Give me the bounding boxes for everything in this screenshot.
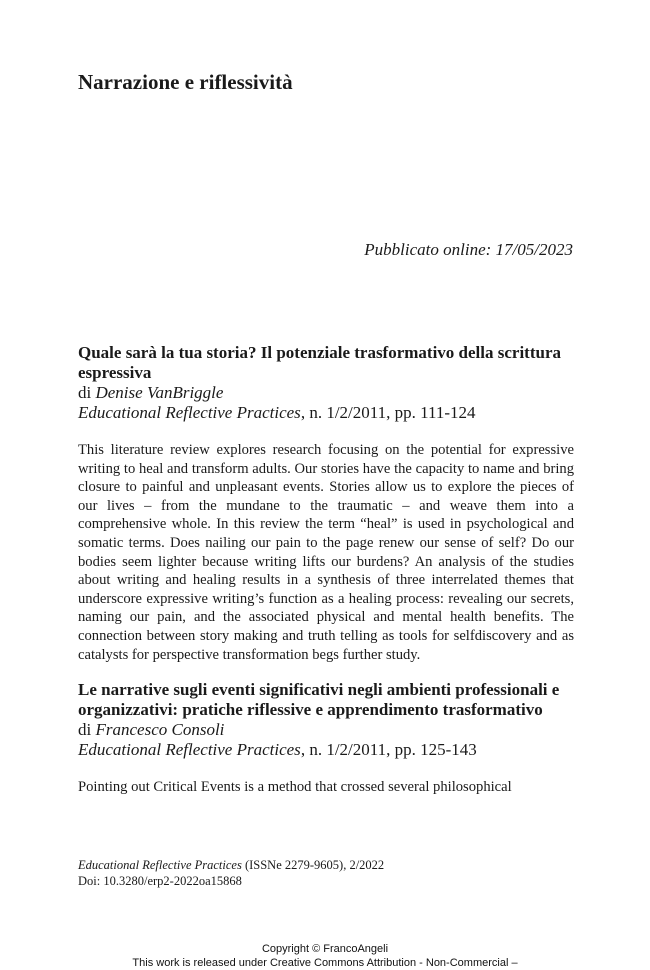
article-title: Le narrative sugli eventi significativi negli ambienti professionali e organizzativi: pratiche riflessive e apprendimento trasformativo: [78, 680, 560, 720]
article-citation: [78, 740, 574, 760]
article-byline: [78, 383, 574, 403]
journal-name: Educational Reflective Practices: [78, 403, 301, 422]
citation-details: , n. 1/2/2011, pp. 111-124: [300, 403, 476, 422]
byline-prefix: di: [78, 383, 96, 402]
citation-details: , n. 1/2/2011, pp. 125-143: [300, 740, 477, 760]
byline-prefix: di: [78, 720, 96, 740]
article-byline: [78, 720, 574, 740]
footer-issn-line: [78, 857, 384, 873]
article-entry: [78, 680, 574, 797]
article-abstract: This literature review explores research focusing on the potential for expressive writing to heal and transform adults. Our stories have the capacity to name and bring closure to painful and unpleasant events. Stories allow us to explore the pieces of our lives – from the mundane to the traumatic – and weave them into a comprehensive whole. In this review the term “heal” is used in psychological and somatic terms. Does nailing our pain to the page renew our sense of self? Do our bodies seem lighter because writing lifts our burdens? An analysis of the studies about writing and healing results in a synthesis of three interrelated themes that underscore expressive writing’s function as a healing process: revealing our secrets, naming our pain, and the associated physical and mental health benefits. The connection between story making and truth telling as tools for selfdiscovery and as catalysts for perspective transformation begs further study.: [78, 442, 574, 663]
copyright-notice: Copyright © FrancoAngeli: [261, 943, 389, 955]
article-citation: [78, 403, 574, 423]
article-entry: [78, 343, 574, 664]
journal-name: Educational Reflective Practices: [78, 740, 301, 760]
article-title: Quale sarà la tua storia? Il potenziale trasformativo della scrittura espressiva: [78, 343, 562, 382]
article-list: [78, 343, 574, 797]
article-author: Denise VanBriggle: [95, 383, 224, 402]
article-abstract: Pointing out Critical Events is a method that crossed several philosophical: [78, 779, 512, 796]
footer-journal: Educational Reflective Practices: [78, 858, 242, 872]
footer-doi: Doi: 10.3280/erp2-2022oa15868: [78, 874, 242, 888]
publication-date: Pubblicato online: 17/05/2023: [364, 240, 573, 259]
page-title: Narrazione e riflessività: [78, 70, 293, 94]
license-notice: This work is released under Creative Commons Attribution - Non-Commercial –: [132, 957, 518, 969]
footer-metadata: [78, 857, 384, 889]
footer-issn: (ISSNe 2279-9605), 2/2022: [241, 858, 385, 872]
article-author: Francesco Consoli: [95, 720, 225, 740]
